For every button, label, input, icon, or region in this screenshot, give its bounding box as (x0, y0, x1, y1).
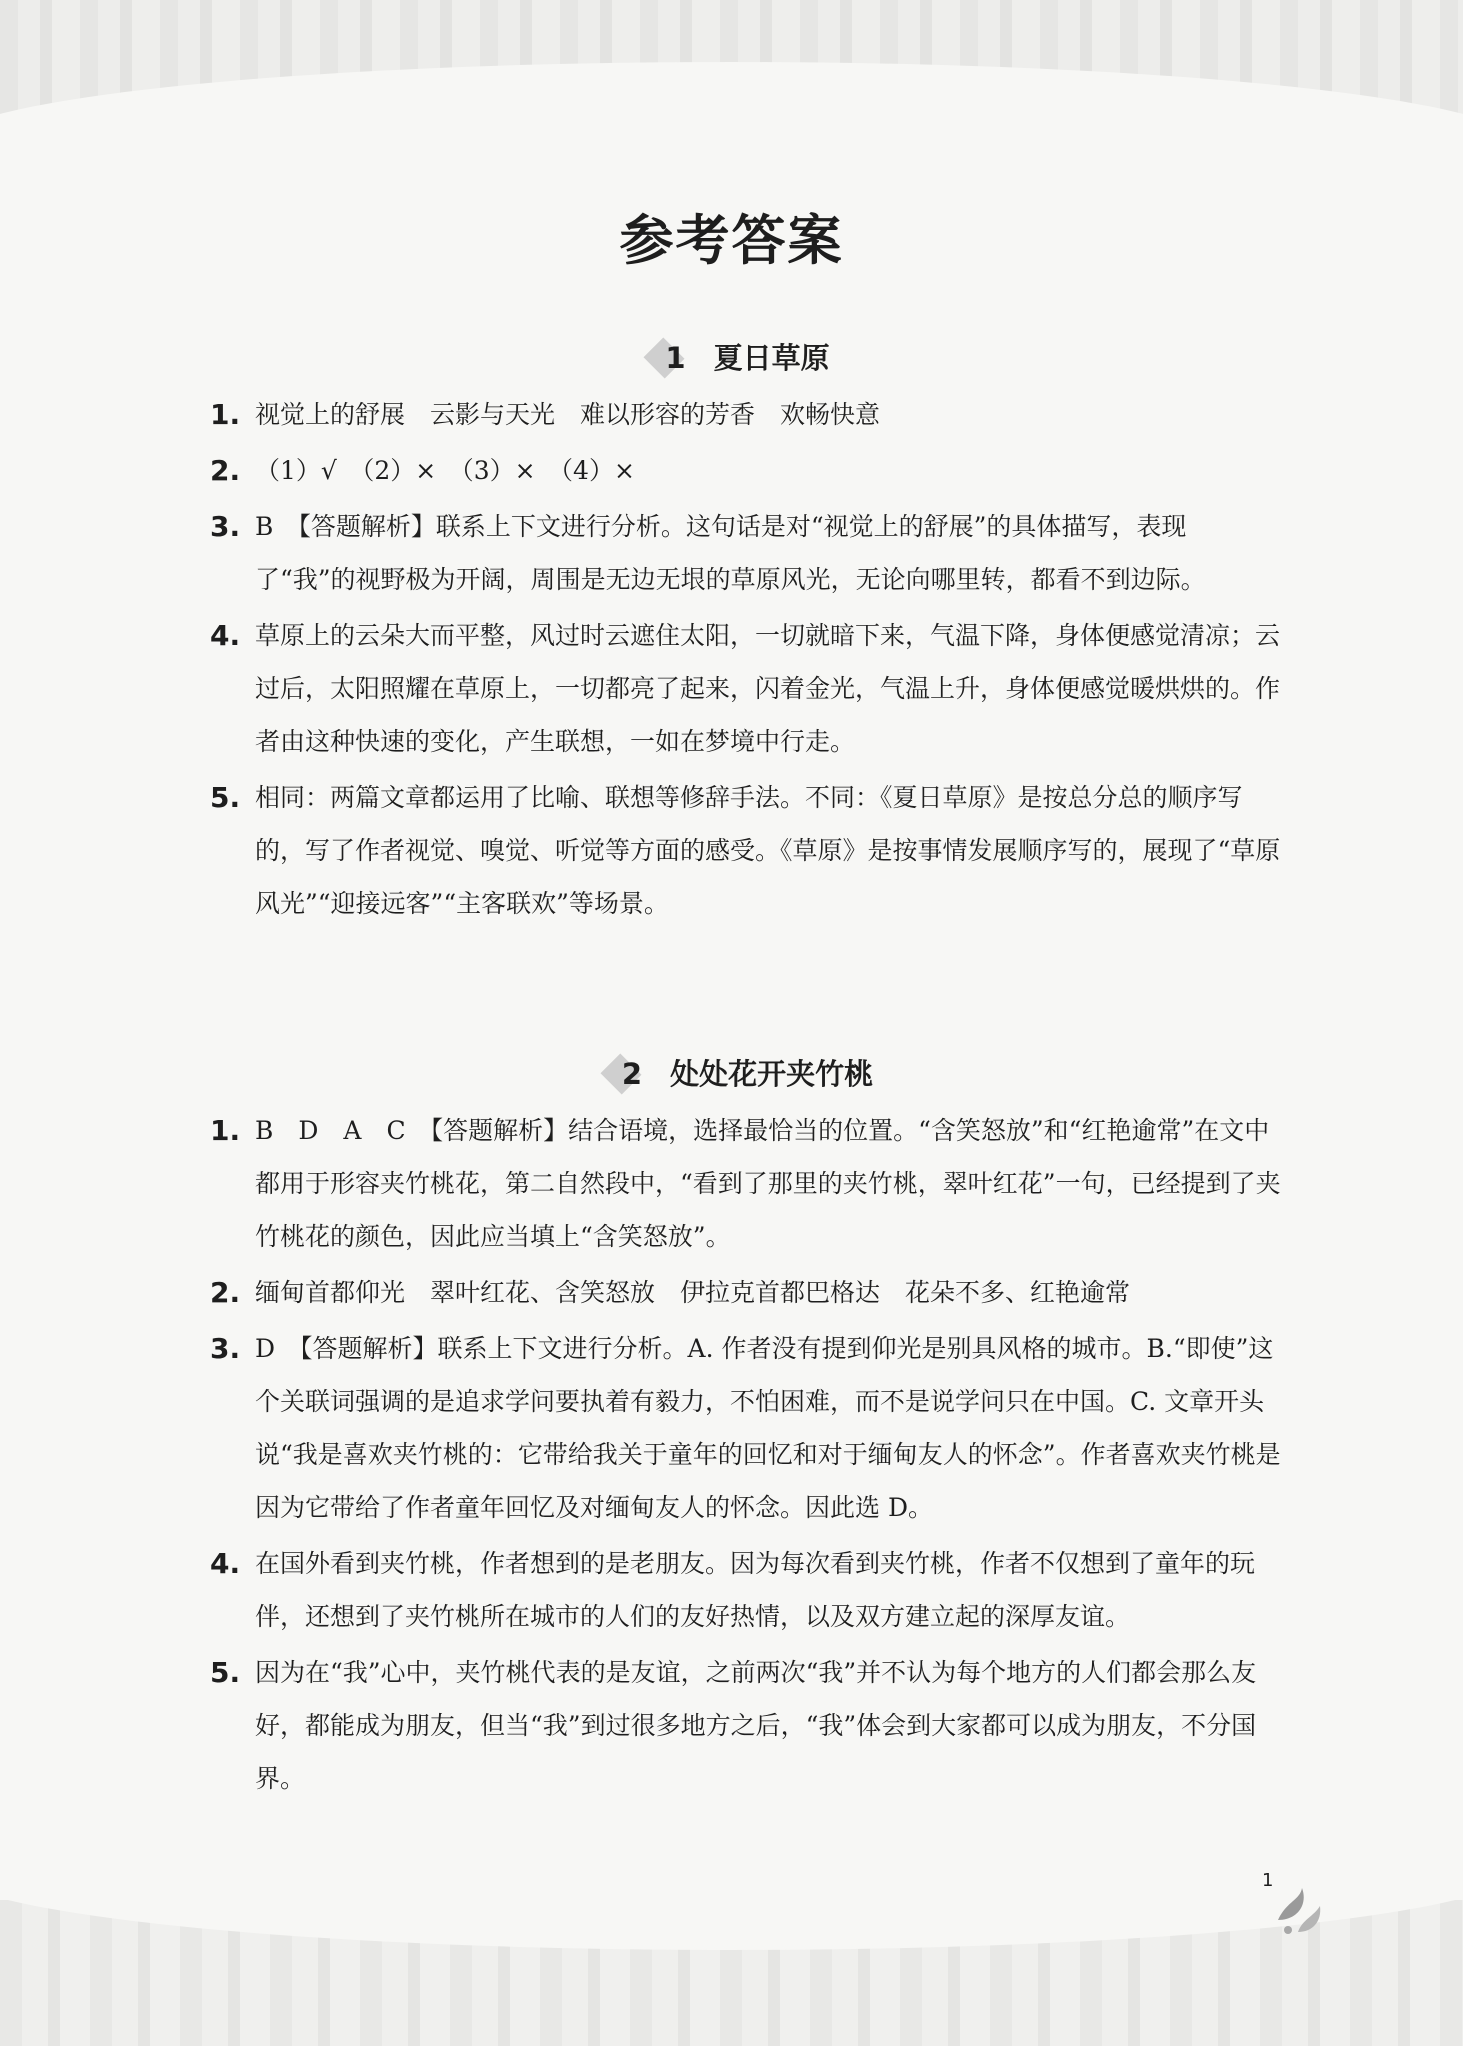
answer-item (210, 1646, 1285, 1805)
question-number: 4. (210, 1547, 241, 1580)
answer-item (210, 1266, 1285, 1319)
question-number: 3. (210, 510, 241, 543)
answer-text: D 【答题解析】联系上下文进行分析。A. 作者没有提到仰光是别具风格的城市。B.“即使”这个关联词强调的是追求学问要执着有毅力，不怕困难，而不是说学问只在中国。C. 文章开头说“我是喜欢夹竹桃的：它带给我关于童年的回忆和对于缅甸友人的怀念”。作者喜欢夹竹桃是因为它带给了作者童年回忆及对缅甸友人的怀念。因此选 D。 (255, 1334, 1281, 1522)
answer-text: 在国外看到夹竹桃，作者想到的是老朋友。因为每次看到夹竹桃，作者不仅想到了童年的玩伴，还想到了夹竹桃所在城市的人们的友好热情，以及双方建立起的深厚友谊。 (255, 1549, 1256, 1631)
question-number: 2. (210, 454, 241, 487)
answer-item (210, 388, 1285, 441)
section-heading (210, 336, 1285, 380)
answer-text: 视觉上的舒展 云影与天光 难以形容的芳香 欢畅快意 (255, 400, 881, 429)
answer-item (210, 1322, 1285, 1534)
answer-item (210, 609, 1285, 768)
section-number: 1 (665, 336, 685, 380)
top-decoration-curve (0, 62, 1463, 202)
question-number: 2. (210, 1276, 241, 1309)
answer-item (210, 1537, 1285, 1643)
answer-item (210, 444, 1285, 497)
answer-text: 缅甸首都仰光 翠叶红花、含笑怒放 伊拉克首都巴格达 花朵不多、红艳逾常 (255, 1278, 1131, 1307)
section-heading (210, 1052, 1285, 1096)
section-title: 处处花开夹竹桃 (670, 1057, 874, 1091)
answer-item (210, 771, 1285, 930)
answer-item (210, 1104, 1285, 1263)
question-number: 5. (210, 781, 241, 814)
answer-text: 相同：两篇文章都运用了比喻、联想等修辞手法。不同：《夏日草原》是按总分总的顺序写的，写了作者视觉、嗅觉、听觉等方面的感受。《草原》是按事情发展顺序写的，展现了“草原风光”“迎接远客”“主客联欢”等场景。 (255, 783, 1281, 918)
question-number: 1. (210, 398, 241, 431)
section-2 (210, 1052, 1285, 1808)
question-number: 3. (210, 1332, 241, 1365)
page-number: 1 (1262, 1870, 1274, 1891)
section-number: 2 (622, 1052, 642, 1096)
question-number: 1. (210, 1114, 241, 1147)
question-number: 4. (210, 619, 241, 652)
answer-item (210, 500, 1285, 606)
question-number: 5. (210, 1656, 241, 1689)
answer-text: （1）√ （2）× （3）× （4）× (255, 456, 635, 485)
section-title: 夏日草原 (713, 341, 830, 375)
answer-text: 草原上的云朵大而平整，风过时云遮住太阳，一切就暗下来，气温下降，身体便感觉清凉；云过后，太阳照耀在草原上，一切都亮了起来，闪着金光，气温上升，身体便感觉暖烘烘的。作者由这种快速的变化，产生联想，一如在梦境中行走。 (255, 621, 1281, 756)
leaf-ornament-icon (1268, 1880, 1328, 1940)
answer-text: B D A C 【答题解析】结合语境，选择最恰当的位置。“含笑怒放”和“红艳逾常”在文中都用于形容夹竹桃花，第二自然段中，“看到了那里的夹竹桃，翠叶红花”一句，已经提到了夹竹桃花的颜色，因此应当填上“含笑怒放”。 (255, 1116, 1281, 1251)
page-title: 参考答案 (619, 209, 844, 272)
answer-text: B 【答题解析】联系上下文进行分析。这句话是对“视觉上的舒展”的具体描写，表现了“我”的视野极为开阔，周围是无边无垠的草原风光，无论向哪里转，都看不到边际。 (255, 512, 1206, 594)
answer-text: 因为在“我”心中，夹竹桃代表的是友谊，之前两次“我”并不认为每个地方的人们都会那么友好，都能成为朋友，但当“我”到过很多地方之后，“我”体会到大家都可以成为朋友，不分国界。 (255, 1658, 1257, 1793)
section-1 (210, 336, 1285, 933)
